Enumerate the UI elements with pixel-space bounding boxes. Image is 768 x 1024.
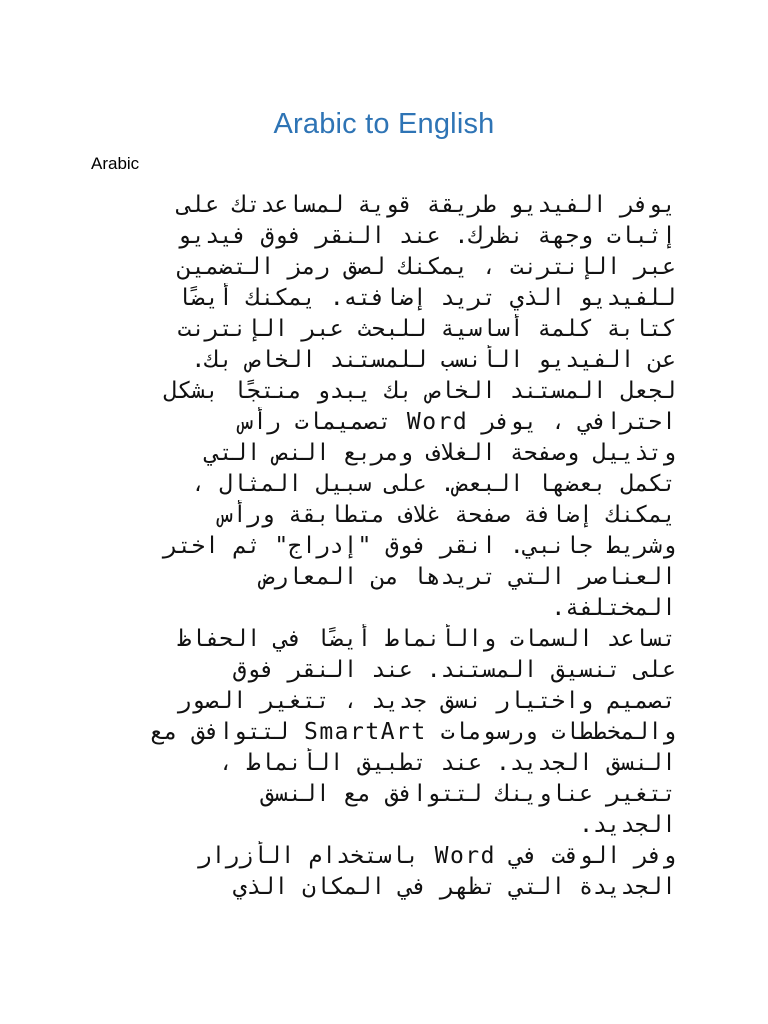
arabic-text-line: عبر الإنترنت ، يمكنك لصق رمز التضمين bbox=[177, 254, 676, 280]
arabic-text-line: تصميم واختيار نسق جديد ، تتغير الصور bbox=[177, 688, 676, 714]
arabic-text-line: المختلفة. bbox=[551, 595, 676, 621]
arabic-text-line: عن الفيديو الأنسب للمستند الخاص بك. bbox=[191, 347, 676, 373]
document-title: Arabic to English bbox=[273, 108, 495, 140]
section-heading-arabic: Arabic bbox=[91, 154, 140, 173]
arabic-text-line: للفيديو الذي تريد إضافته. يمكنك أيضًا bbox=[177, 285, 676, 311]
arabic-text-line: يمكنك إضافة صفحة غلاف متطابقة ورأس bbox=[219, 502, 676, 528]
arabic-text-line: إثبات وجهة نظرك. عند النقر فوق فيديو bbox=[177, 223, 676, 249]
arabic-text-body bbox=[91, 190, 676, 903]
arabic-text-line: تساعد السمات والأنماط أيضًا في الحفاظ bbox=[177, 626, 676, 652]
arabic-text-line: على تنسيق المستند. عند النقر فوق bbox=[232, 657, 676, 683]
arabic-text-line: وشريط جانبي. انقر فوق "إدراج" ثم اختر bbox=[163, 533, 676, 559]
arabic-text-line: تكمل بعضها البعض. على سبيل المثال ، bbox=[191, 471, 676, 497]
arabic-text-line: الجديد. bbox=[579, 812, 676, 838]
arabic-text-line: العناصر التي تريدها من المعارض bbox=[260, 564, 676, 590]
arabic-text-line: الجديدة التي تظهر في المكان الذي bbox=[232, 874, 676, 900]
arabic-text-line: والمخططات ورسومات SmartArt لتتوافق مع bbox=[150, 719, 676, 745]
arabic-text-line: احترافي ، يوفر Word تصميمات رأس bbox=[239, 409, 676, 435]
arabic-text-line: النسق الجديد. عند تطبيق الأنماط ، bbox=[219, 750, 676, 776]
arabic-text-line: تتغير عناوينك لتتوافق مع النسق bbox=[260, 781, 676, 807]
arabic-text-line: يوفر الفيديو طريقة قوية لمساعدتك على bbox=[177, 192, 676, 218]
arabic-text-line: لجعل المستند الخاص بك يبدو منتجًا بشكل bbox=[163, 378, 676, 404]
arabic-text-line: وفر الوقت في Word باستخدام الأزرار bbox=[197, 843, 676, 869]
arabic-text-line: كتابة كلمة أساسية للبحث عبر الإنترنت bbox=[177, 316, 676, 342]
arabic-text-line: وتذييل وصفحة الغلاف ومربع النص التي bbox=[205, 440, 676, 466]
